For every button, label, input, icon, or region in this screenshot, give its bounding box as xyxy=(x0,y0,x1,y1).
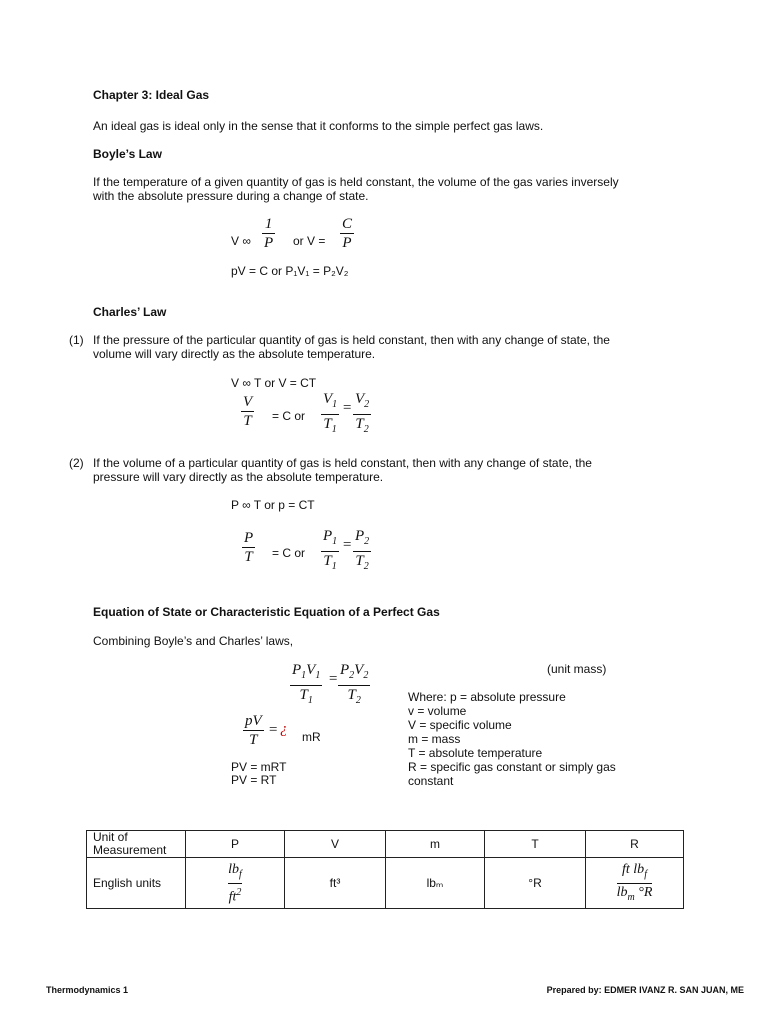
where-line-2: v = volume xyxy=(408,704,467,718)
charles-fraction-v-over-t xyxy=(241,394,254,429)
boyle-fraction-c-over-p xyxy=(340,216,354,251)
charles-fraction-p-over-t xyxy=(242,530,255,565)
boyle-or-v: or V = xyxy=(293,234,326,248)
charles-fraction-v2-over-t2 xyxy=(353,391,371,438)
boyle-text-line1: If the temperature of a given quantity of gas is held constant, the volume of the gas varies inversely xyxy=(93,175,619,189)
table-cell-m: lbₘ xyxy=(386,858,485,909)
equals-sign: = xyxy=(268,722,279,738)
fraction-numerator: 1 xyxy=(264,216,273,232)
state-pv-mrt: PV = mRT xyxy=(231,760,287,774)
state-fraction-p2v2-over-t2 xyxy=(338,662,370,709)
equals-sign: = xyxy=(328,671,339,687)
fraction-denominator: P xyxy=(342,235,352,251)
fraction-denominator: $T_1$ xyxy=(323,553,337,572)
fraction-numerator: $V_1$ xyxy=(323,391,338,410)
fraction-denominator: T xyxy=(249,732,258,748)
fraction-denominator: $T_1$ xyxy=(299,687,313,706)
table-header-m: m xyxy=(386,831,485,858)
fraction-numerator: $P_2$ xyxy=(355,528,370,547)
boyle-fraction-1-over-p xyxy=(262,216,275,251)
charles-item1-line1: If the pressure of the particular quantity of gas is held constant, then with any change of state, the xyxy=(93,333,610,347)
table-cell-r: ft $lb_f$ $lb_m$ °R xyxy=(586,858,684,909)
state-fraction-pv-over-t xyxy=(243,713,264,748)
where-line-7: constant xyxy=(408,774,454,788)
boyle-heading: Boyle’s Law xyxy=(93,147,162,161)
fraction-numerator: V xyxy=(243,394,253,410)
charles-item1-number: (1) xyxy=(69,333,84,347)
state-pv-rt: PV = RT xyxy=(231,773,277,787)
charles-fraction-p1-over-t1 xyxy=(321,528,339,575)
charles-item1-line2: volume will vary directly as the absolute temperature. xyxy=(93,347,376,361)
footer-right: Prepared by: EDMER IVANZ R. SAN JUAN, ME xyxy=(546,985,744,995)
fraction-numerator: $P_2V_2$ xyxy=(340,662,369,681)
table-header-p: P xyxy=(186,831,285,858)
charles-item2-number: (2) xyxy=(69,456,84,470)
boyle-proportional: V ∞ xyxy=(231,234,251,248)
charles-item2-line2: pressure will vary directly as the absolute temperature. xyxy=(93,470,384,484)
fraction-numerator: $P_1V_1$ xyxy=(292,662,321,681)
table-header-r: R xyxy=(586,831,684,858)
table-cell-v: ft³ xyxy=(285,858,386,909)
footer-left: Thermodynamics 1 xyxy=(46,985,129,995)
state-mr: mR xyxy=(302,730,321,744)
page-title: Chapter 3: Ideal Gas xyxy=(93,88,210,102)
boyle-text-line2: with the absolute pressure during a change of state. xyxy=(93,189,369,203)
fraction-denominator: $T_2$ xyxy=(347,687,361,706)
table-header-unit: Unit of Measurement xyxy=(87,831,186,858)
charles-item1-equation: V ∞ T or V = CT xyxy=(231,376,317,390)
state-combining-text: Combining Boyle’s and Charles’ laws, xyxy=(93,634,294,648)
fraction-denominator: T xyxy=(243,413,252,429)
charles-item2-line1: If the volume of a particular quantity of gas is held constant, then with any change of state, the xyxy=(93,456,592,470)
unit-mass-note: (unit mass) xyxy=(547,662,607,676)
state-fraction-p1v1-over-t1 xyxy=(290,662,322,709)
fraction-denominator: T xyxy=(244,549,253,565)
where-line-5: T = absolute temperature xyxy=(408,746,543,760)
charles-fraction-p2-over-t2 xyxy=(353,528,371,575)
charles-heading: Charles’ Law xyxy=(93,305,167,319)
where-line-4: m = mass xyxy=(408,732,461,746)
charles-item1-mid: = C or xyxy=(272,409,306,423)
equals-sign: = xyxy=(342,400,353,416)
equals-sign: = xyxy=(342,537,353,553)
table-cell-t: °R xyxy=(485,858,586,909)
table-header-row xyxy=(87,831,684,858)
equation-placeholder-char: ¿ xyxy=(280,721,288,737)
table-cell-p: $lb_f$ $ft^2$ xyxy=(186,858,285,909)
units-table xyxy=(86,830,684,909)
fraction-numerator: pV xyxy=(245,713,262,729)
fraction-denominator: $T_2$ xyxy=(355,553,369,572)
where-line-3: V = specific volume xyxy=(408,718,512,732)
charles-item2-equation: P ∞ T or p = CT xyxy=(231,498,315,512)
fraction-numerator: P xyxy=(244,530,254,546)
fraction-numerator: $P_1$ xyxy=(323,528,338,547)
where-line-1: Where: p = absolute pressure xyxy=(408,690,566,704)
table-header-v: V xyxy=(285,831,386,858)
fraction-denominator: $T_1$ xyxy=(323,416,337,435)
where-line-6: R = specific gas constant or simply gas xyxy=(408,760,616,774)
table-row xyxy=(87,858,684,909)
intro-text: An ideal gas is ideal only in the sense that it conforms to the simple perfect gas laws. xyxy=(93,119,544,133)
fraction-numerator: C xyxy=(342,216,353,232)
charles-item2-mid: = C or xyxy=(272,546,306,560)
fraction-denominator: P xyxy=(264,235,274,251)
charles-fraction-v1-over-t1 xyxy=(321,391,339,438)
table-row-label: English units xyxy=(87,858,186,909)
boyle-equation: pV = C or P₁V₁ = P₂V₂ xyxy=(231,264,349,278)
table-header-t: T xyxy=(485,831,586,858)
state-heading: Equation of State or Characteristic Equation of a Perfect Gas xyxy=(93,605,440,619)
fraction-denominator: $T_2$ xyxy=(355,416,369,435)
fraction-numerator: $V_2$ xyxy=(355,391,370,410)
